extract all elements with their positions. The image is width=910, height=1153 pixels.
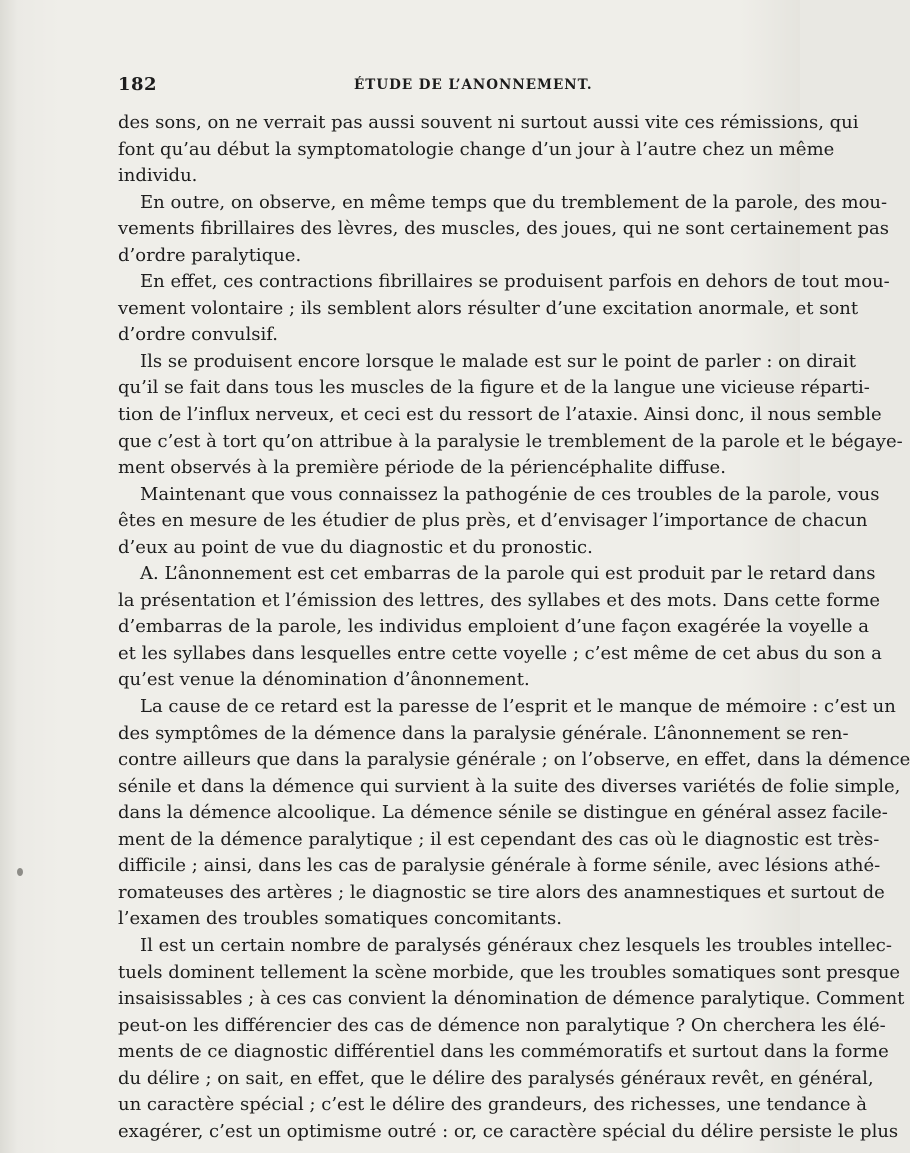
text-line: exagérer, c’est un optimisme outré : or, ce caractère spécial du délire persiste le plus: [118, 1120, 899, 1142]
text-line: tion de l’influx nerveux, et ceci est du ressort de l’ataxie. Ainsi donc, il nous semble: [118, 404, 882, 426]
margin-speck: [17, 868, 23, 876]
text-line: individu.: [118, 165, 198, 187]
text-line: insaisissables ; à ces cas convient la dénomination de démence paralytique. Comment: [118, 988, 905, 1010]
text-line: et les syllabes dans lesquelles entre cette voyelle ; c’est même de cet abus du son a: [118, 642, 882, 664]
text-line: d’eux au point de vue du diagnostic et du pronostic.: [118, 536, 593, 558]
text-line: Il est un certain nombre de paralysés généraux chez lesquels les troubles intellec-: [140, 934, 892, 956]
body-text: [118, 110, 910, 1145]
text-line: font qu’au début la symptomatologie change d’un jour à l’autre chez un même: [118, 138, 835, 160]
text-line: vement volontaire ; ils semblent alors résulter d’une excitation anormale, et sont: [118, 297, 859, 319]
page-number: 182: [118, 74, 158, 95]
text-line: êtes en mesure de les étudier de plus près, et d’envisager l’importance de chacun: [118, 510, 868, 532]
text-line: l’examen des troubles somatiques concomitants.: [118, 908, 562, 930]
text-line: d’ordre paralytique.: [118, 244, 302, 266]
page-header: [118, 74, 760, 100]
text-line: un caractère spécial ; c’est le délire des grandeurs, des richesses, une tendance à: [118, 1094, 868, 1116]
text-line: ment observés à la première période de la périencéphalite diffuse.: [118, 457, 726, 479]
text-line: A. L’ânonnement est cet embarras de la parole qui est produit par le retard dans: [140, 563, 876, 585]
text-line: peut-on les différencier des cas de démence non paralytique ? On cherchera les élé-: [118, 1014, 886, 1036]
text-line: Ils se produisent encore lorsque le malade est sur le point de parler : on dirait: [140, 350, 856, 372]
text-line: romateuses des artères ; le diagnostic se tire alors des anamnestiques et surtout de: [118, 881, 885, 903]
text-line: d’ordre convulsif.: [118, 324, 278, 346]
text-line: difficile ; ainsi, dans les cas de paralysie générale à forme sénile, avec lésions athé-: [118, 855, 881, 877]
text-line: la présentation et l’émission des lettres, des syllabes et des mots. Dans cette forme: [118, 589, 881, 611]
text-line: La cause de ce retard est la paresse de l’esprit et le manque de mémoire : c’est un: [140, 696, 896, 718]
text-line: qu’est venue la dénomination d’ânonnement.: [118, 669, 530, 691]
text-line: ments de ce diagnostic différentiel dans les commémoratifs et surtout dans la forme: [118, 1041, 889, 1063]
running-title: ÉTUDE DE L’ANONNEMENT.: [354, 77, 593, 93]
text-line: des symptômes de la démence dans la paralysie générale. L’ânonnement se ren-: [118, 722, 849, 744]
text-line: contre ailleurs que dans la paralysie générale ; on l’observe, en effet, dans la démence: [118, 749, 910, 771]
text-line: du délire ; on sait, en effet, que le délire des paralysés généraux revêt, en général,: [118, 1067, 874, 1089]
text-line: En outre, on observe, en même temps que du tremblement de la parole, des mou-: [140, 191, 888, 213]
text-line: Maintenant que vous connaissez la pathogénie de ces troubles de la parole, vous: [140, 483, 880, 505]
text-line: d’embarras de la parole, les individus emploient d’une façon exagérée la voyelle a: [118, 616, 869, 638]
text-line: qu’il se fait dans tous les muscles de la figure et de la langue une vicieuse réparti-: [118, 377, 870, 399]
text-line: En effet, ces contractions fibrillaires se produisent parfois en dehors de tout mou-: [140, 271, 890, 293]
text-line: vements fibrillaires des lèvres, des muscles, des joues, qui ne sont certainement pas: [118, 218, 890, 240]
text-line: que c’est à tort qu’on attribue à la paralysie le tremblement de la parole et le bégaye-: [118, 430, 903, 452]
text-line: tuels dominent tellement la scène morbide, que les troubles somatiques sont presque: [118, 961, 901, 983]
text-line: sénile et dans la démence qui survient à la suite des diverses variétés de folie simple,: [118, 775, 901, 797]
text-line: dans la démence alcoolique. La démence sénile se distingue en général assez facile-: [118, 802, 888, 824]
text-line: des sons, on ne verrait pas aussi souvent ni surtout aussi vite ces rémissions, qui: [118, 112, 859, 133]
text-line: ment de la démence paralytique ; il est cependant des cas où le diagnostic est très-: [118, 828, 880, 850]
